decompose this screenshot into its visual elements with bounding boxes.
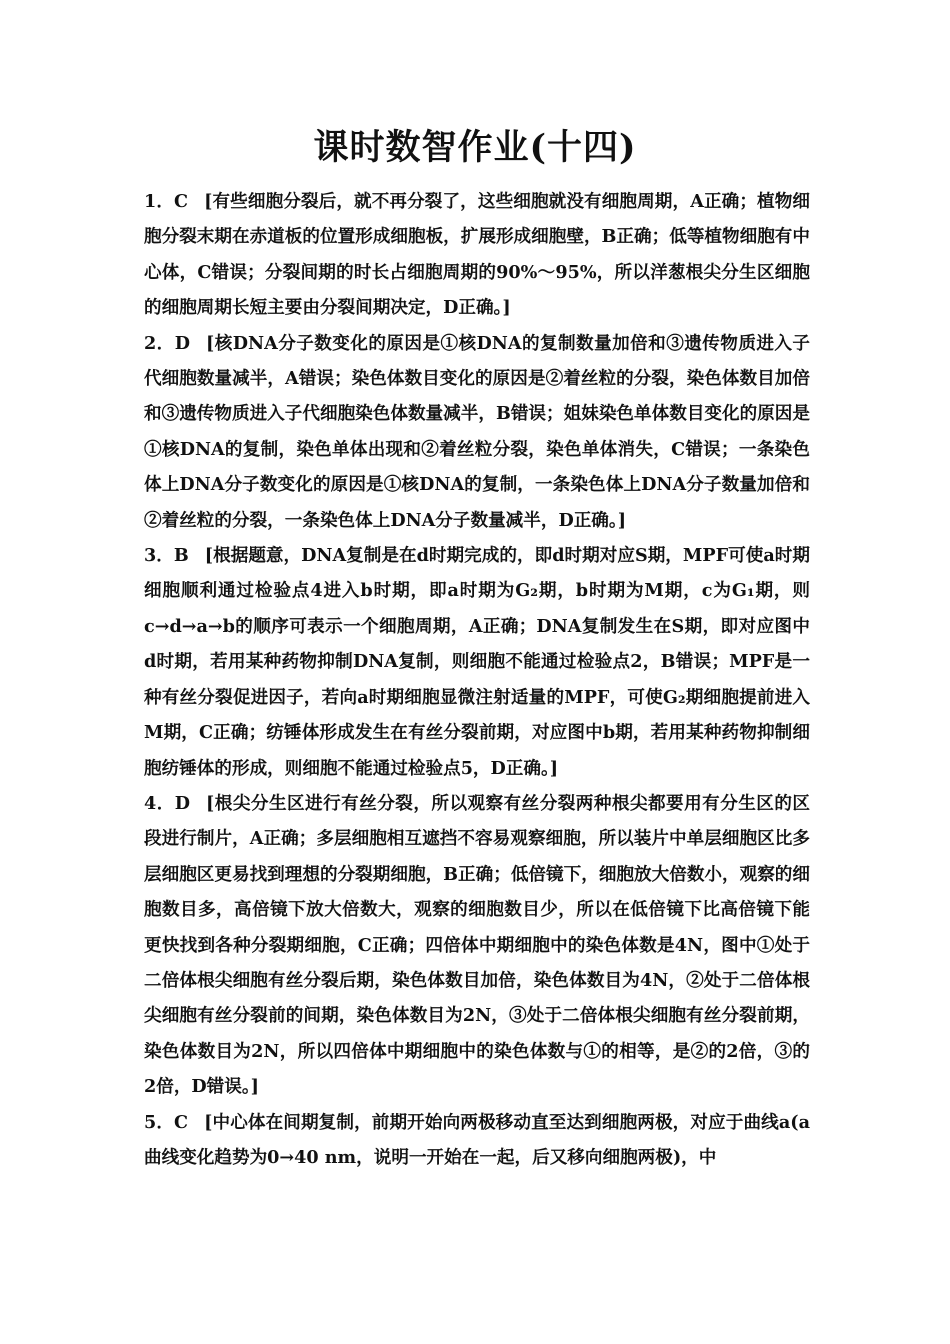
answer-choice: C <box>174 1111 189 1133</box>
answer-number: 1． <box>144 191 175 212</box>
answer-number: 3． <box>144 545 174 567</box>
answer-choice: D <box>174 792 191 814</box>
answer-number: 5． <box>144 1111 175 1133</box>
page-title: 课时数智作业(十四) <box>313 127 637 168</box>
answer-item-1 <box>144 184 810 326</box>
answer-item-3 <box>144 538 810 786</box>
answer-choice: C <box>174 191 189 212</box>
answer-explanation: [核DNA分子数变化的原因是①核DNA的复制数量加倍和③遗传物质进入子代细胞数量减半，A错误；染色体数目变化的原因是②着丝粒的分裂，染色体数目加倍和③遗传物质进入子代细胞染色体数量减半，B错误；姐妹染色单体数目变化的原因是①核DNA的复制，染色单体出现和②着丝粒分裂，染色单体消失，C错误；一条染色体上DNA分子数变化的原因是①核DNA的复制，一条染色体上DNA分子数量加倍和②着丝粒的分裂，一条染色体上DNA分子数量减半，D正确。] <box>144 332 810 531</box>
answer-list <box>144 184 810 1175</box>
answer-explanation: [根据题意，DNA复制是在d时期完成的，即d时期对应S期，MPF可使a时期细胞顺利通过检验点4进入b时期，即a时期为G₂期，b时期为M期，c为G₁期，则c→d→a→b的顺序可表示一个细胞周期，A正确；DNA复制发生在S期，即对应图中d时期，若用某种药物抑制DNA复制，则细胞不能通过检验点2，B错误；MPF是一种有丝分裂促进因子，若向a时期细胞显微注射适量的MPF，可使G₂期细胞提前进入M期，C正确；纺锤体形成发生在有丝分裂前期，对应图中b期，若用某种药物抑制细胞纺锤体的形成，则细胞不能通过检验点5，D正确。] <box>144 545 810 779</box>
answer-explanation: [根尖分生区进行有丝分裂，所以观察有丝分裂两种根尖都要用有分生区的区段进行制片，A正确；多层细胞相互遮挡不容易观察细胞，所以装片中单层细胞区比多层细胞区更易找到理想的分裂期细胞，B正确；低倍镜下，细胞放大倍数小，观察的细胞数目多，高倍镜下放大倍数大，观察的细胞数目少，所以在低倍镜下比高倍镜下能更快找到各种分裂期细胞，C正确；四倍体中期细胞中的染色体数是4N，图中①处于二倍体根尖细胞有丝分裂后期，染色体数目加倍，染色体数目为4N，②处于二倍体根尖细胞有丝分裂前的间期，染色体数目为2N，③处于二倍体根尖细胞有丝分裂前期，染色体数目为2N，所以四倍体中期细胞中的染色体数与①的相等，是②的2倍，③的2倍，D错误。] <box>144 792 810 1098</box>
answer-item-5 <box>144 1105 810 1176</box>
answer-explanation: [中心体在间期复制，前期开始向两极移动直至达到细胞两极，对应于曲线a(a曲线变化趋势为0→40 nm，说明一开始在一起，后又移向细胞两极)，中 <box>144 1111 810 1168</box>
answer-item-4 <box>144 786 810 1105</box>
answer-choice: D <box>174 332 190 354</box>
answer-item-2 <box>144 326 810 538</box>
answer-number: 4． <box>144 792 175 814</box>
answer-number: 2． <box>144 332 175 354</box>
answer-choice: B <box>173 545 189 567</box>
answer-explanation: [有些细胞分裂后，就不再分裂了，这些细胞就没有细胞周期，A正确；植物细胞分裂末期在赤道板的位置形成细胞板，扩展形成细胞壁，B正确；低等植物细胞有中心体，C错误；分裂间期的时长占细胞周期的90%～95%，所以洋葱根尖分生区细胞的细胞周期长短主要由分裂间期决定，D正确。] <box>144 191 810 319</box>
